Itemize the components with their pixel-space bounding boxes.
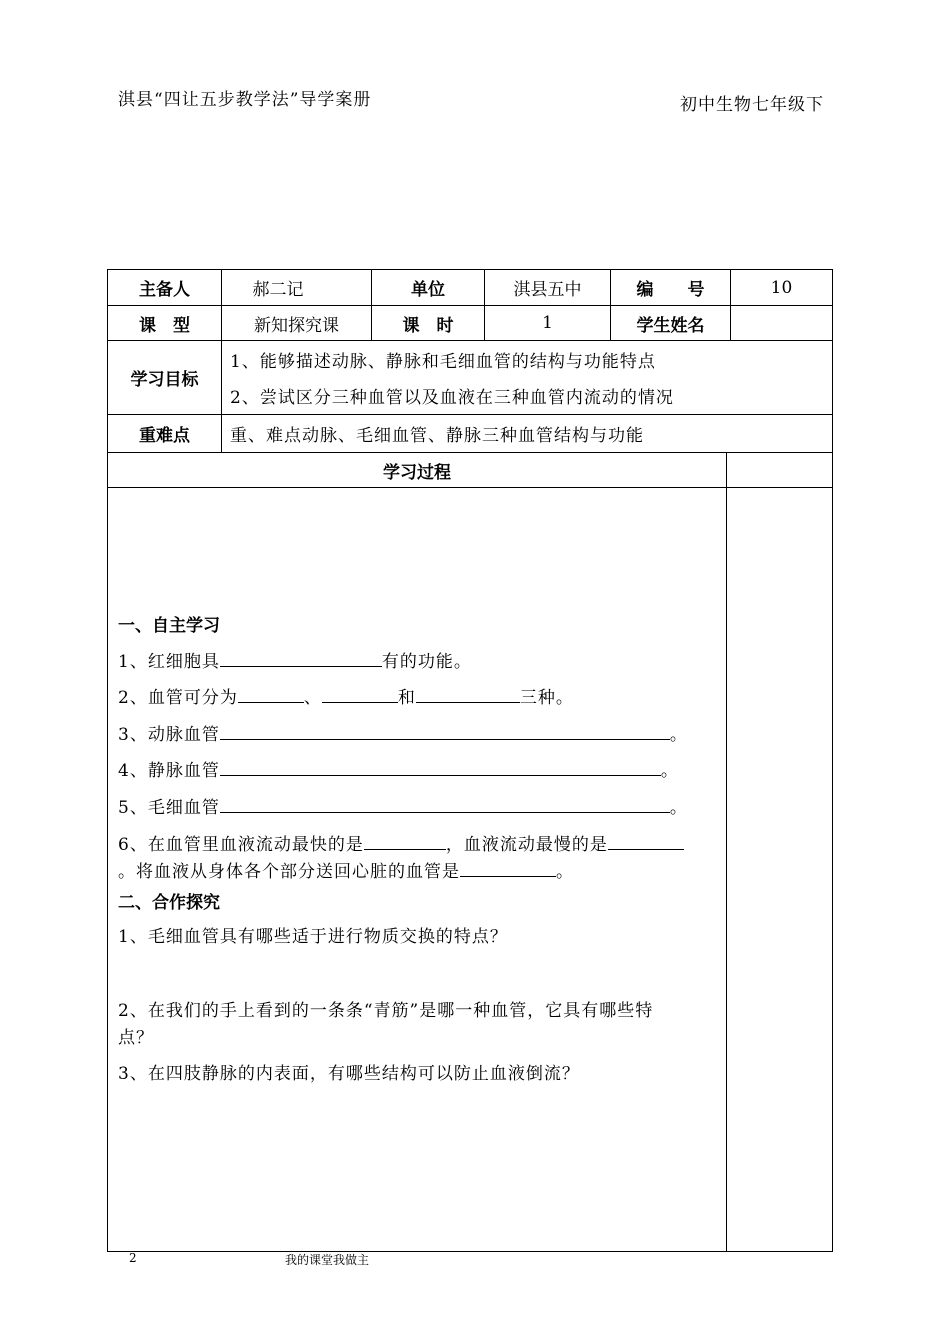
question-2-3: 3、在四肢静脉的内表面，有哪些结构可以防止血液倒流？ (118, 1064, 580, 1084)
question-1-2: 2、血管可分为 、 和 三种。 (118, 683, 574, 708)
document-title: 淇县“四让五步教学法”导学案册 (118, 90, 372, 110)
key-points-label: 重难点 (139, 426, 190, 446)
blank-fastest-flow[interactable] (364, 832, 446, 850)
question-2-2-line1: 2、在我们的手上看到的一条条“青筋”是哪一种血管，它具有哪些特 (118, 1001, 654, 1021)
question-1-1: 1、红细胞具 有的功能。 (118, 647, 472, 672)
footer-slogan: 我的课堂我做主 (285, 1253, 370, 1267)
question-1-3: 3、动脉血管 。 (118, 720, 688, 745)
number-label: 编 号 (636, 280, 705, 300)
unit-value: 淇县五中 (513, 280, 582, 300)
blank-capillary[interactable] (220, 795, 670, 813)
section-self-study-title: 一、自主学习 (118, 616, 220, 636)
blank-slowest-flow[interactable] (608, 832, 684, 850)
student-name-field[interactable] (731, 306, 832, 340)
process-title: 学习过程 (383, 462, 451, 483)
student-name-label: 学生姓名 (636, 315, 705, 336)
blank-artery[interactable] (220, 722, 670, 740)
question-1-5: 5、毛细血管 。 (118, 793, 688, 818)
preparer-value: 郝二记 (252, 280, 304, 300)
question-2-1: 1、毛细血管具有哪些适于进行物质交换的特点？ (118, 927, 508, 947)
blank-return-vessel[interactable] (460, 859, 556, 877)
period-value: 1 (542, 313, 553, 333)
unit-label: 单位 (411, 280, 445, 300)
lesson-type-value: 新知探究课 (254, 315, 339, 336)
section-cooperative-title: 二、合作探究 (118, 893, 220, 913)
grade-title: 初中生物七年级下 (680, 95, 824, 115)
question-1-4: 4、静脉血管 。 (118, 756, 679, 781)
blank-vessel-type-1[interactable] (238, 685, 304, 703)
page-number: 2 (129, 1251, 137, 1265)
blank-red-cell-function[interactable] (220, 649, 382, 667)
blank-vessel-type-2[interactable] (322, 685, 398, 703)
goal-item-1: 1、能够描述动脉、静脉和毛细血管的结构与功能特点 (230, 352, 656, 372)
goal-item-2: 2、尝试区分三种血管以及血液在三种血管内流动的情况 (230, 388, 674, 408)
number-value: 10 (770, 277, 793, 298)
preparer-label: 主备人 (139, 280, 190, 300)
key-points-value: 重、难点动脉、毛细血管、静脉三种血管结构与功能 (230, 426, 644, 446)
period-label: 课 时 (402, 315, 454, 336)
lesson-type-label: 课 型 (139, 315, 190, 336)
goals-label: 学习目标 (130, 370, 199, 390)
question-1-6-line2: 。将血液从身体各个部分送回心脏的血管是 。 (118, 857, 574, 882)
question-2-2-line2: 点？ (118, 1028, 154, 1048)
blank-vein[interactable] (220, 758, 661, 776)
blank-vessel-type-3[interactable] (416, 685, 520, 703)
question-1-6-line1: 6、在血管里血液流动最快的是 ，血液流动最慢的是 (118, 830, 684, 855)
